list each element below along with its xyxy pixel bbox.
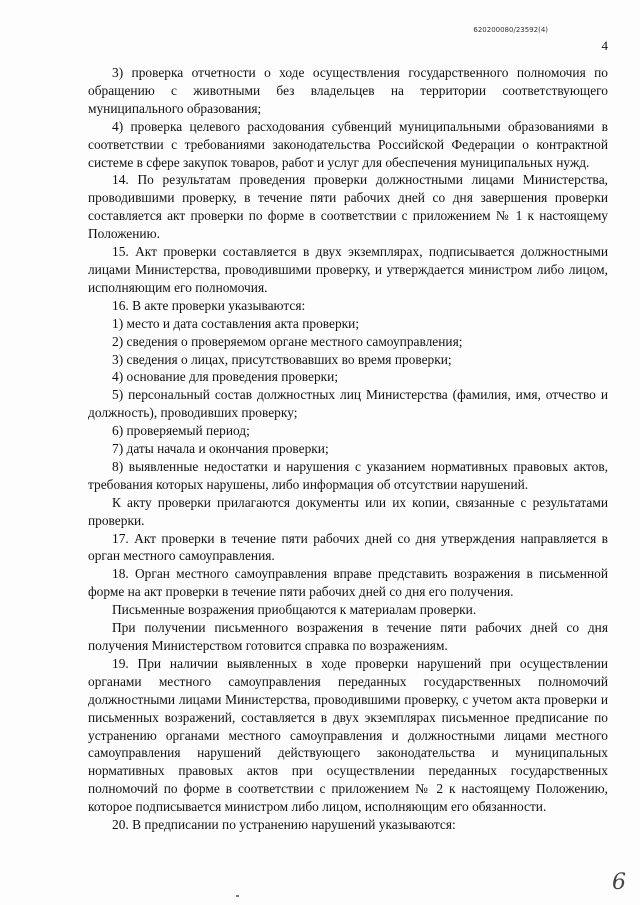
- list-item: 8) выявленные недостатки и нарушения с указанием нормативных правовых актов, требования которых нарушены, либо информация об отсутствии нарушений.: [88, 458, 608, 492]
- document-body: [88, 64, 608, 834]
- list-item: 1) место и дата составления акта проверки;: [112, 315, 360, 331]
- paragraph: 17. Акт проверки в течение пяти рабочих дней со дня утверждения направляется в орган местного самоуправления.: [88, 530, 608, 564]
- list-item: 4) основание для проведения проверки;: [112, 369, 339, 385]
- list-item: 6) проверяемый период;: [112, 423, 250, 439]
- paragraph: 16. В акте проверки указываются:: [112, 297, 306, 313]
- paragraph: К акту проверки прилагаются документы или их копии, связанные с результатами проверки.: [88, 494, 608, 528]
- paragraph: 19. При наличии выявленных в ходе проверки нарушений при осуществлении органами местного самоуправления переданных государственных полномочий должностными лицами Министерства, проводившими проверку, с учетом акта проверки и письменных возражений, составляется в двух экземплярах письменное предписание по устранению органами местного самоуправления и должностными лицами местного самоуправления нарушений действующего законодательства и муниципальных нормативных правовых актов при осуществлении переданных государственных полномочий по форме в соответствии с приложением № 2 к настоящему Положению, которое подписывается министром либо лицом, исполняющим его обязанности.: [88, 655, 608, 815]
- scan-speck: [236, 895, 239, 897]
- list-item: 2) сведения о проверяемом органе местного самоуправления;: [112, 333, 463, 349]
- paragraph: 18. Орган местного самоуправления вправе представить возражения в письменной форме на акт проверки в течение пяти рабочих дней со дня его получения.: [88, 566, 608, 600]
- paragraph: При получении письменного возражения в течение пяти рабочих дней со дня получения Министерством готовится справка по возражениям.: [88, 620, 608, 653]
- list-item: 3) сведения о лицах, присутствовавших во время проверки;: [112, 351, 452, 367]
- paragraph: 3) проверка отчетности о ходе осуществления государственного полномочия по обращению с животными без владельцев на территории соответствующего муниципального образования;: [88, 65, 608, 116]
- document-code: 620200080/23592(4): [473, 26, 548, 34]
- paragraph: Письменные возражения приобщаются к материалам проверки.: [112, 602, 477, 618]
- list-item: 5) персональный состав должностных лиц Министерства (фамилия, имя, отчество и должность), проводивших проверку;: [88, 387, 608, 421]
- list-item: 7) даты начала и окончания проверки;: [112, 441, 329, 457]
- page-number: 4: [601, 38, 608, 53]
- paragraph: 20. В предписании по устранению нарушений указываются:: [112, 817, 456, 833]
- handwritten-page-mark: 6: [612, 870, 626, 895]
- paragraph: 4) проверка целевого расходования субвенций муниципальными образованиями в соответствии с требованиями законодательства Российской Федерации о контрактной системе в сфере закупок товаров, работ и услуг для обеспечения муниципальных нужд.: [88, 118, 608, 170]
- paragraph: 14. По результатам проведения проверки должностными лицами Министерства, проводившими проверку, в течение пяти рабочих дней со дня завершения проверки составляется акт проверки по форме в соответствии с приложением № 1 к настоящему Положению.: [88, 172, 608, 242]
- paragraph: 15. Акт проверки составляется в двух экземплярах, подписывается должностными лицами Министерства, проводившими проверку, и утверждается министром либо лицом, исполняющим его полномочия.: [88, 244, 608, 295]
